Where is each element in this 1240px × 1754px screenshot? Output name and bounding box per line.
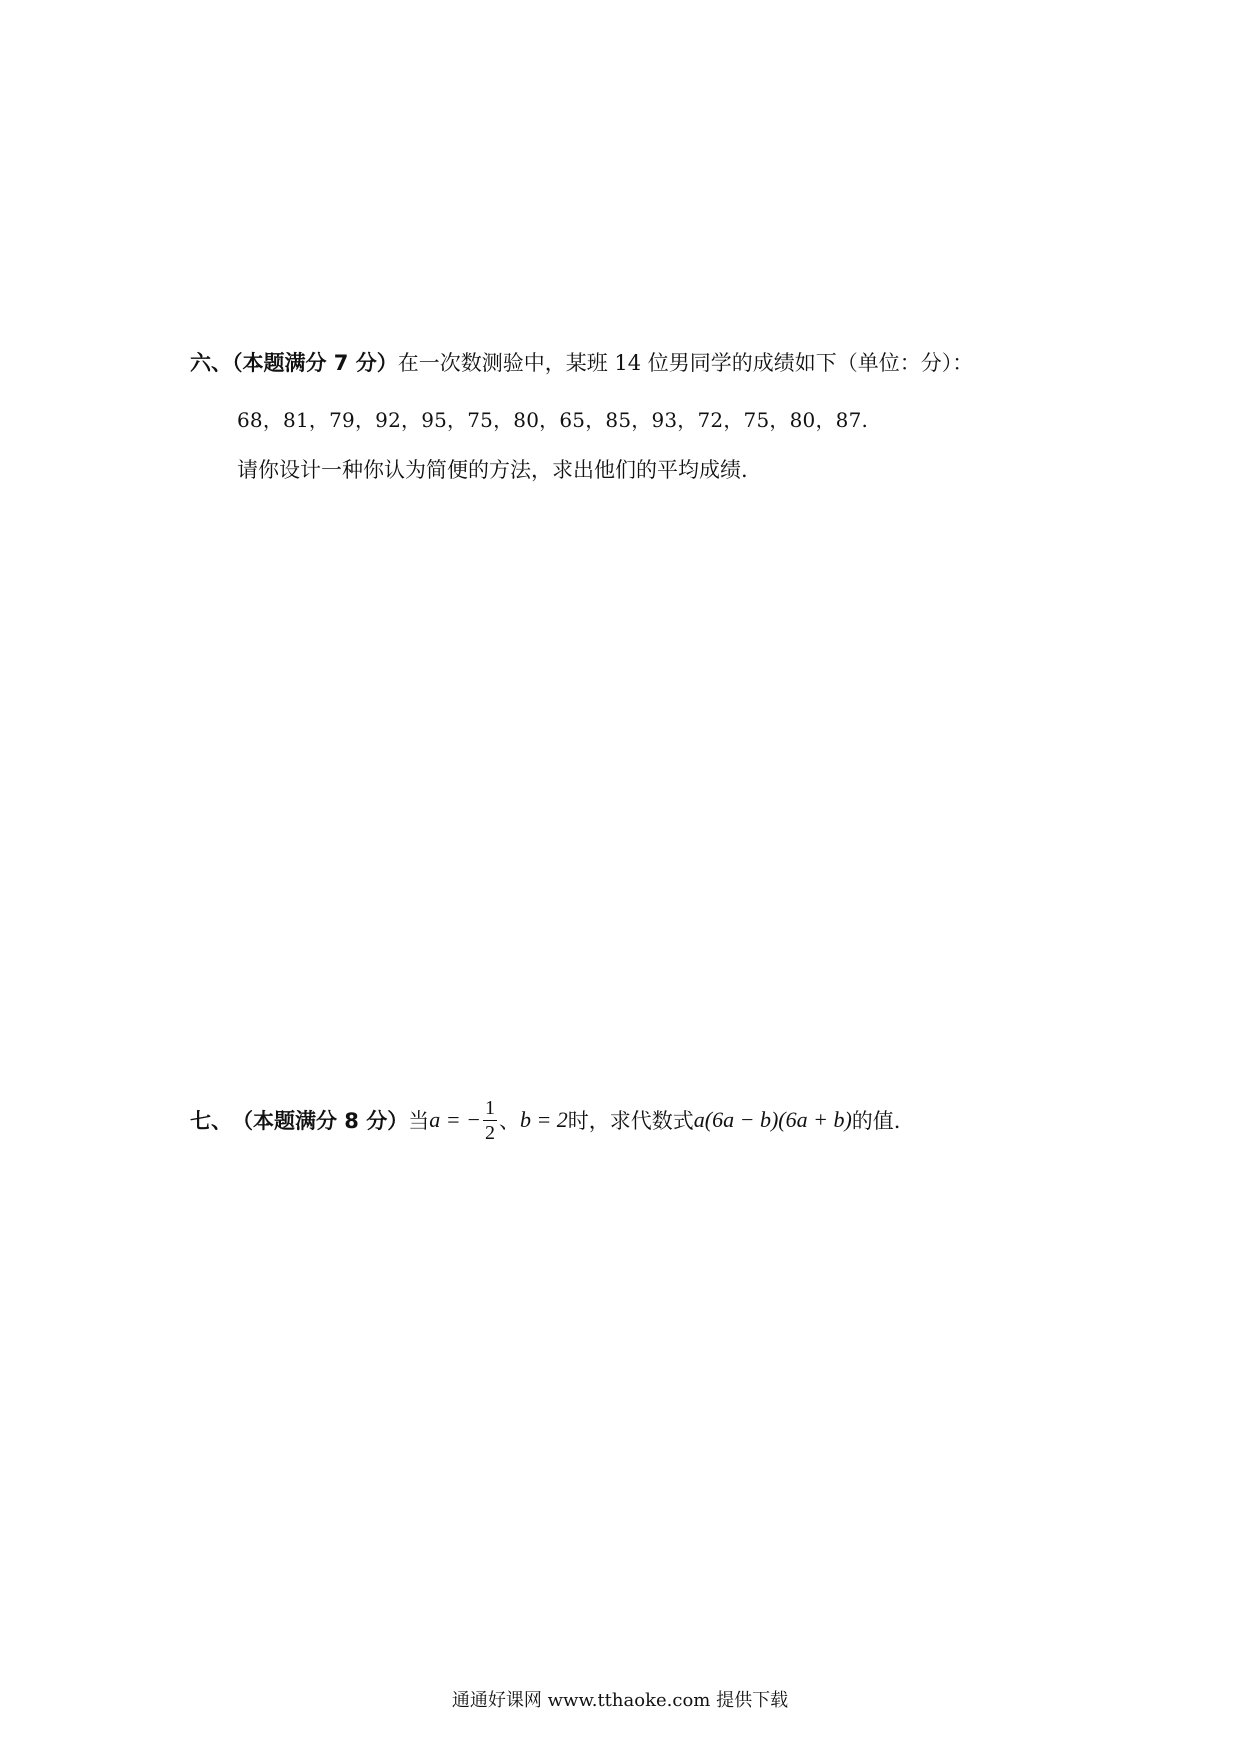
question-6-prompt: 在一次数测验中，某班 14 位男同学的成绩如下（单位：分）：	[397, 351, 974, 375]
question-7-label: 七、	[190, 1109, 232, 1133]
fraction-numerator: 1	[484, 1096, 495, 1119]
question-7-end: 的值.	[851, 1109, 901, 1133]
separator: 、	[498, 1109, 520, 1133]
question-7-mid: 时，求代数式	[567, 1109, 694, 1133]
algebraic-expression: a(6a − b)(6a + b)	[693, 1107, 852, 1132]
question-6-scores: 68，81，79，92，95，75，80，65，85，93，72，75，80，87.	[237, 408, 869, 432]
a-equation: a = −	[429, 1107, 481, 1132]
footer-source: 通通好课网 www.tthaoke.com 提供下载	[451, 1690, 789, 1711]
question-6-task: 请你设计一种你认为简便的方法，求出他们的平均成绩.	[237, 458, 748, 482]
b-equation: b = 2	[519, 1107, 568, 1132]
fraction	[483, 1096, 497, 1145]
question-6-score: （本题满分 7 分）	[232, 351, 398, 375]
question-7-when: 当	[408, 1109, 430, 1133]
fraction-denominator: 2	[484, 1121, 495, 1144]
question-6-heading	[190, 348, 973, 378]
question-7-score: （本题满分 8 分）	[232, 1109, 409, 1133]
question-6-label: 六、	[190, 351, 232, 375]
question-7	[190, 1085, 900, 1155]
